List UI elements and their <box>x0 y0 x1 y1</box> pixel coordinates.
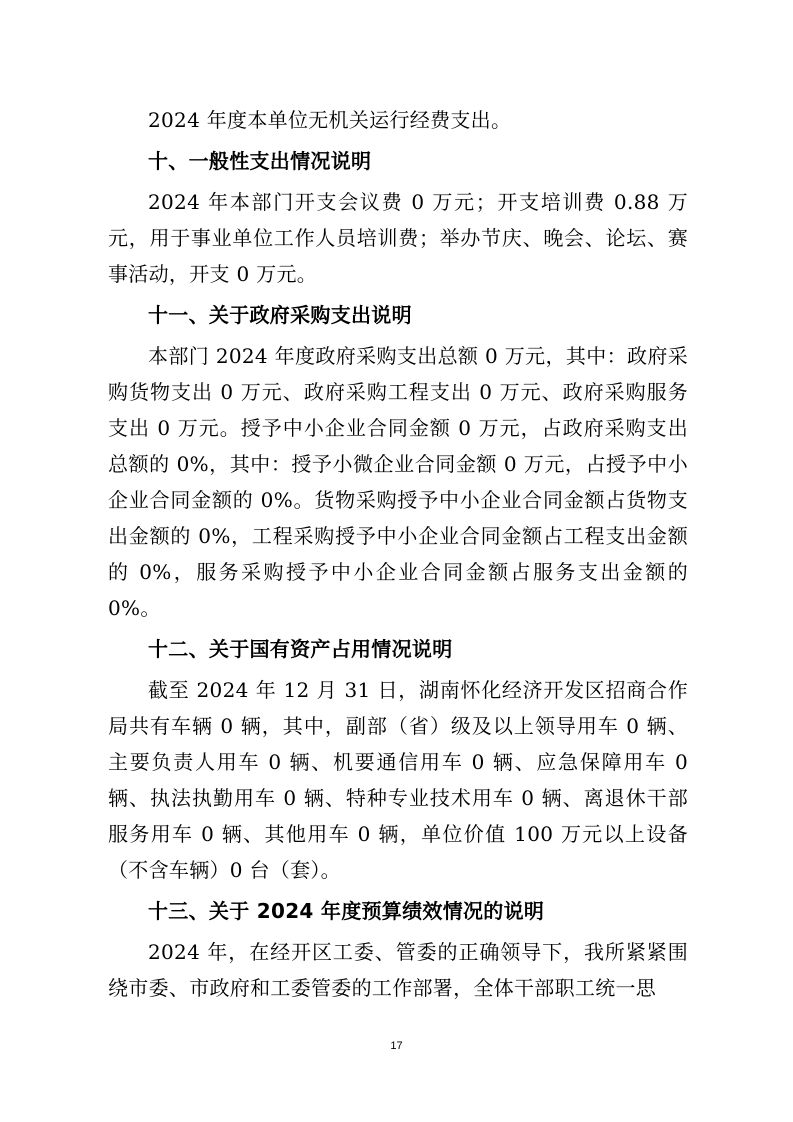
paragraph-general-expenditure: 2024 年本部门开支会议费 0 万元；开支培训费 0.88 万元，用于事业单位工作人员培训费；举办节庆、晚会、论坛、赛事活动，开支 0 万元。 <box>108 190 688 286</box>
page-number: 17 <box>390 1040 403 1052</box>
section-heading-general-expenditure: 十、一般性支出情况说明 <box>148 149 372 173</box>
section-heading-state-assets: 十二、关于国有资产占用情况说明 <box>148 637 453 661</box>
paragraph-state-assets: 截至 2024 年 12 月 31 日，湖南怀化经济开发区招商合作局共有车辆 0 辆，其中，副部（省）级及以上领导用车 0 辆、主要负责人用车 0 辆、机要通信用车 0 辆、应急保障用车 0 辆、执法执勤用车 0 辆、特种专业技术用车 0 辆、离退休干部服务用车 0 辆、其他用车 0 辆，单位价值 100 万元以上设备（不含车辆）0 台（套）。 <box>108 678 688 882</box>
document-body <box>108 102 688 1006</box>
paragraph-performance: 2024 年，在经开区工委、管委的正确领导下，我所紧紧围绕市委、市政府和工委管委的工作部署，全体干部职工统一思 <box>108 940 688 1000</box>
paragraph-procurement: 本部门 2024 年度政府采购支出总额 0 万元，其中：政府采购货物支出 0 万元、政府采购工程支出 0 万元、政府采购服务支出 0 万元。授予中小企业合同金额 0 万元，占政府采购支出总额的 0%，其中：授予小微企业合同金额 0 万元，占授予中小企业合同金额的 0%。货物采购授予中小企业合同金额占货物支出金额的 0%，工程采购授予中小企业合同金额占工程支出金额的 0%，服务采购授予中小企业合同金额占服务支出金额的 0%。 <box>108 344 688 620</box>
section-heading-procurement: 十一、关于政府采购支出说明 <box>148 303 412 327</box>
paragraph-operating-expenses: 2024 年度本单位无机关运行经费支出。 <box>148 108 512 132</box>
section-heading-performance: 十三、关于 2024 年度预算绩效情况的说明 <box>148 899 545 923</box>
